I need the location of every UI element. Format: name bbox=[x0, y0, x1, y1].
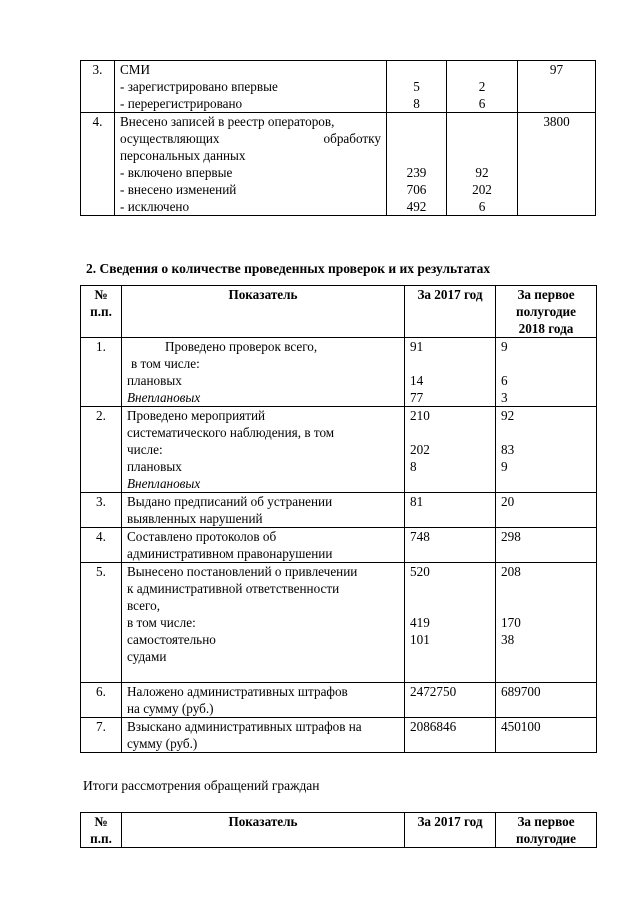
table-row bbox=[81, 407, 597, 493]
table-row bbox=[81, 61, 596, 113]
row-indicator: Наложено административных штрафов на сумму (руб.) bbox=[122, 683, 405, 718]
row-value-2017: 2086846 bbox=[405, 718, 496, 753]
row-number: 3. bbox=[81, 61, 115, 113]
header-2017: За 2017 год bbox=[405, 813, 496, 848]
row-number: 2. bbox=[81, 407, 122, 493]
row-indicator: Проведено проверок всего, в том числе: плановых Внеплановых bbox=[122, 338, 405, 407]
inspections-table bbox=[80, 285, 597, 753]
row-value-2018: 208 170 38 bbox=[496, 563, 597, 683]
row-value-2018: 9 6 3 bbox=[496, 338, 597, 407]
row-value-2018: 689700 bbox=[496, 683, 597, 718]
row-title: персональных данных bbox=[120, 148, 246, 163]
row-item: - включено впервые bbox=[120, 165, 233, 180]
row-number: 6. bbox=[81, 683, 122, 718]
header-2018: За первое полугодие 2018 года bbox=[496, 286, 597, 338]
row-value-2018: 20 bbox=[496, 493, 597, 528]
row-value-2017: 81 bbox=[405, 493, 496, 528]
registry-table bbox=[80, 60, 596, 216]
header-num: № п.п. bbox=[81, 286, 122, 338]
table-row bbox=[81, 113, 596, 216]
header-indicator: Показатель bbox=[122, 286, 405, 338]
header-num: № п.п. bbox=[81, 813, 122, 848]
row-number: 4. bbox=[81, 113, 115, 216]
row-number: 1. bbox=[81, 338, 122, 407]
table-row bbox=[81, 493, 597, 528]
table-row bbox=[81, 338, 597, 407]
table-row bbox=[81, 718, 597, 753]
row-title: осуществляющих обработку bbox=[120, 131, 381, 146]
row-value-2018: 450100 bbox=[496, 718, 597, 753]
row-value-2017: 748 bbox=[405, 528, 496, 563]
row-item: - исключено bbox=[120, 199, 190, 214]
row-title: СМИ bbox=[120, 62, 151, 77]
row-value-2018: 298 bbox=[496, 528, 597, 563]
row-value-2017: 91 14 77 bbox=[405, 338, 496, 407]
row-number: 5. bbox=[81, 563, 122, 683]
row-value-col3: 2 6 bbox=[447, 61, 518, 113]
row-indicator bbox=[115, 61, 387, 113]
row-total: 97 bbox=[518, 61, 596, 113]
row-title: Внесено записей в реестр операторов, bbox=[120, 114, 335, 129]
row-value-2018: 92 83 9 bbox=[496, 407, 597, 493]
row-value-2017: 520 419 101 bbox=[405, 563, 496, 683]
row-total: 3800 bbox=[518, 113, 596, 216]
section-heading: 2. Сведения о количестве проведенных проверок и их результатах bbox=[86, 261, 491, 276]
header-indicator: Показатель bbox=[122, 813, 405, 848]
row-number: 7. bbox=[81, 718, 122, 753]
table-row bbox=[81, 683, 597, 718]
row-indicator: Составлено протоколов об административном правонарушении bbox=[122, 528, 405, 563]
table-row bbox=[81, 528, 597, 563]
appeals-heading: Итоги рассмотрения обращений граждан bbox=[83, 778, 320, 793]
row-indicator: Выдано предписаний об устранении выявленных нарушений bbox=[122, 493, 405, 528]
row-number: 3. bbox=[81, 493, 122, 528]
row-value-col2: 5 8 bbox=[387, 61, 447, 113]
row-value-2017: 2472750 bbox=[405, 683, 496, 718]
row-indicator: Взыскано административных штрафов на сумму (руб.) bbox=[122, 718, 405, 753]
row-number: 4. bbox=[81, 528, 122, 563]
row-value-col3: 92 202 6 bbox=[447, 113, 518, 216]
row-value-2017: 210 202 8 bbox=[405, 407, 496, 493]
header-2018: За первое полугодие bbox=[496, 813, 597, 848]
appeals-table bbox=[80, 812, 597, 848]
row-indicator: Вынесено постановлений о привлечении к административной ответственности всего, в том числе: самостоятельно судами bbox=[122, 563, 405, 683]
table-row bbox=[81, 563, 597, 683]
row-indicator bbox=[115, 113, 387, 216]
table-header-row bbox=[81, 286, 597, 338]
row-indicator: Проведено мероприятий систематического наблюдения, в том числе: плановых Внеплановых bbox=[122, 407, 405, 493]
row-value-col2: 239 706 492 bbox=[387, 113, 447, 216]
row-item: - зарегистрировано впервые bbox=[120, 79, 278, 94]
header-2017: За 2017 год bbox=[405, 286, 496, 338]
table-header-row bbox=[81, 813, 597, 848]
row-item: - перерегистрировано bbox=[120, 96, 243, 111]
row-item: - внесено изменений bbox=[120, 182, 237, 197]
